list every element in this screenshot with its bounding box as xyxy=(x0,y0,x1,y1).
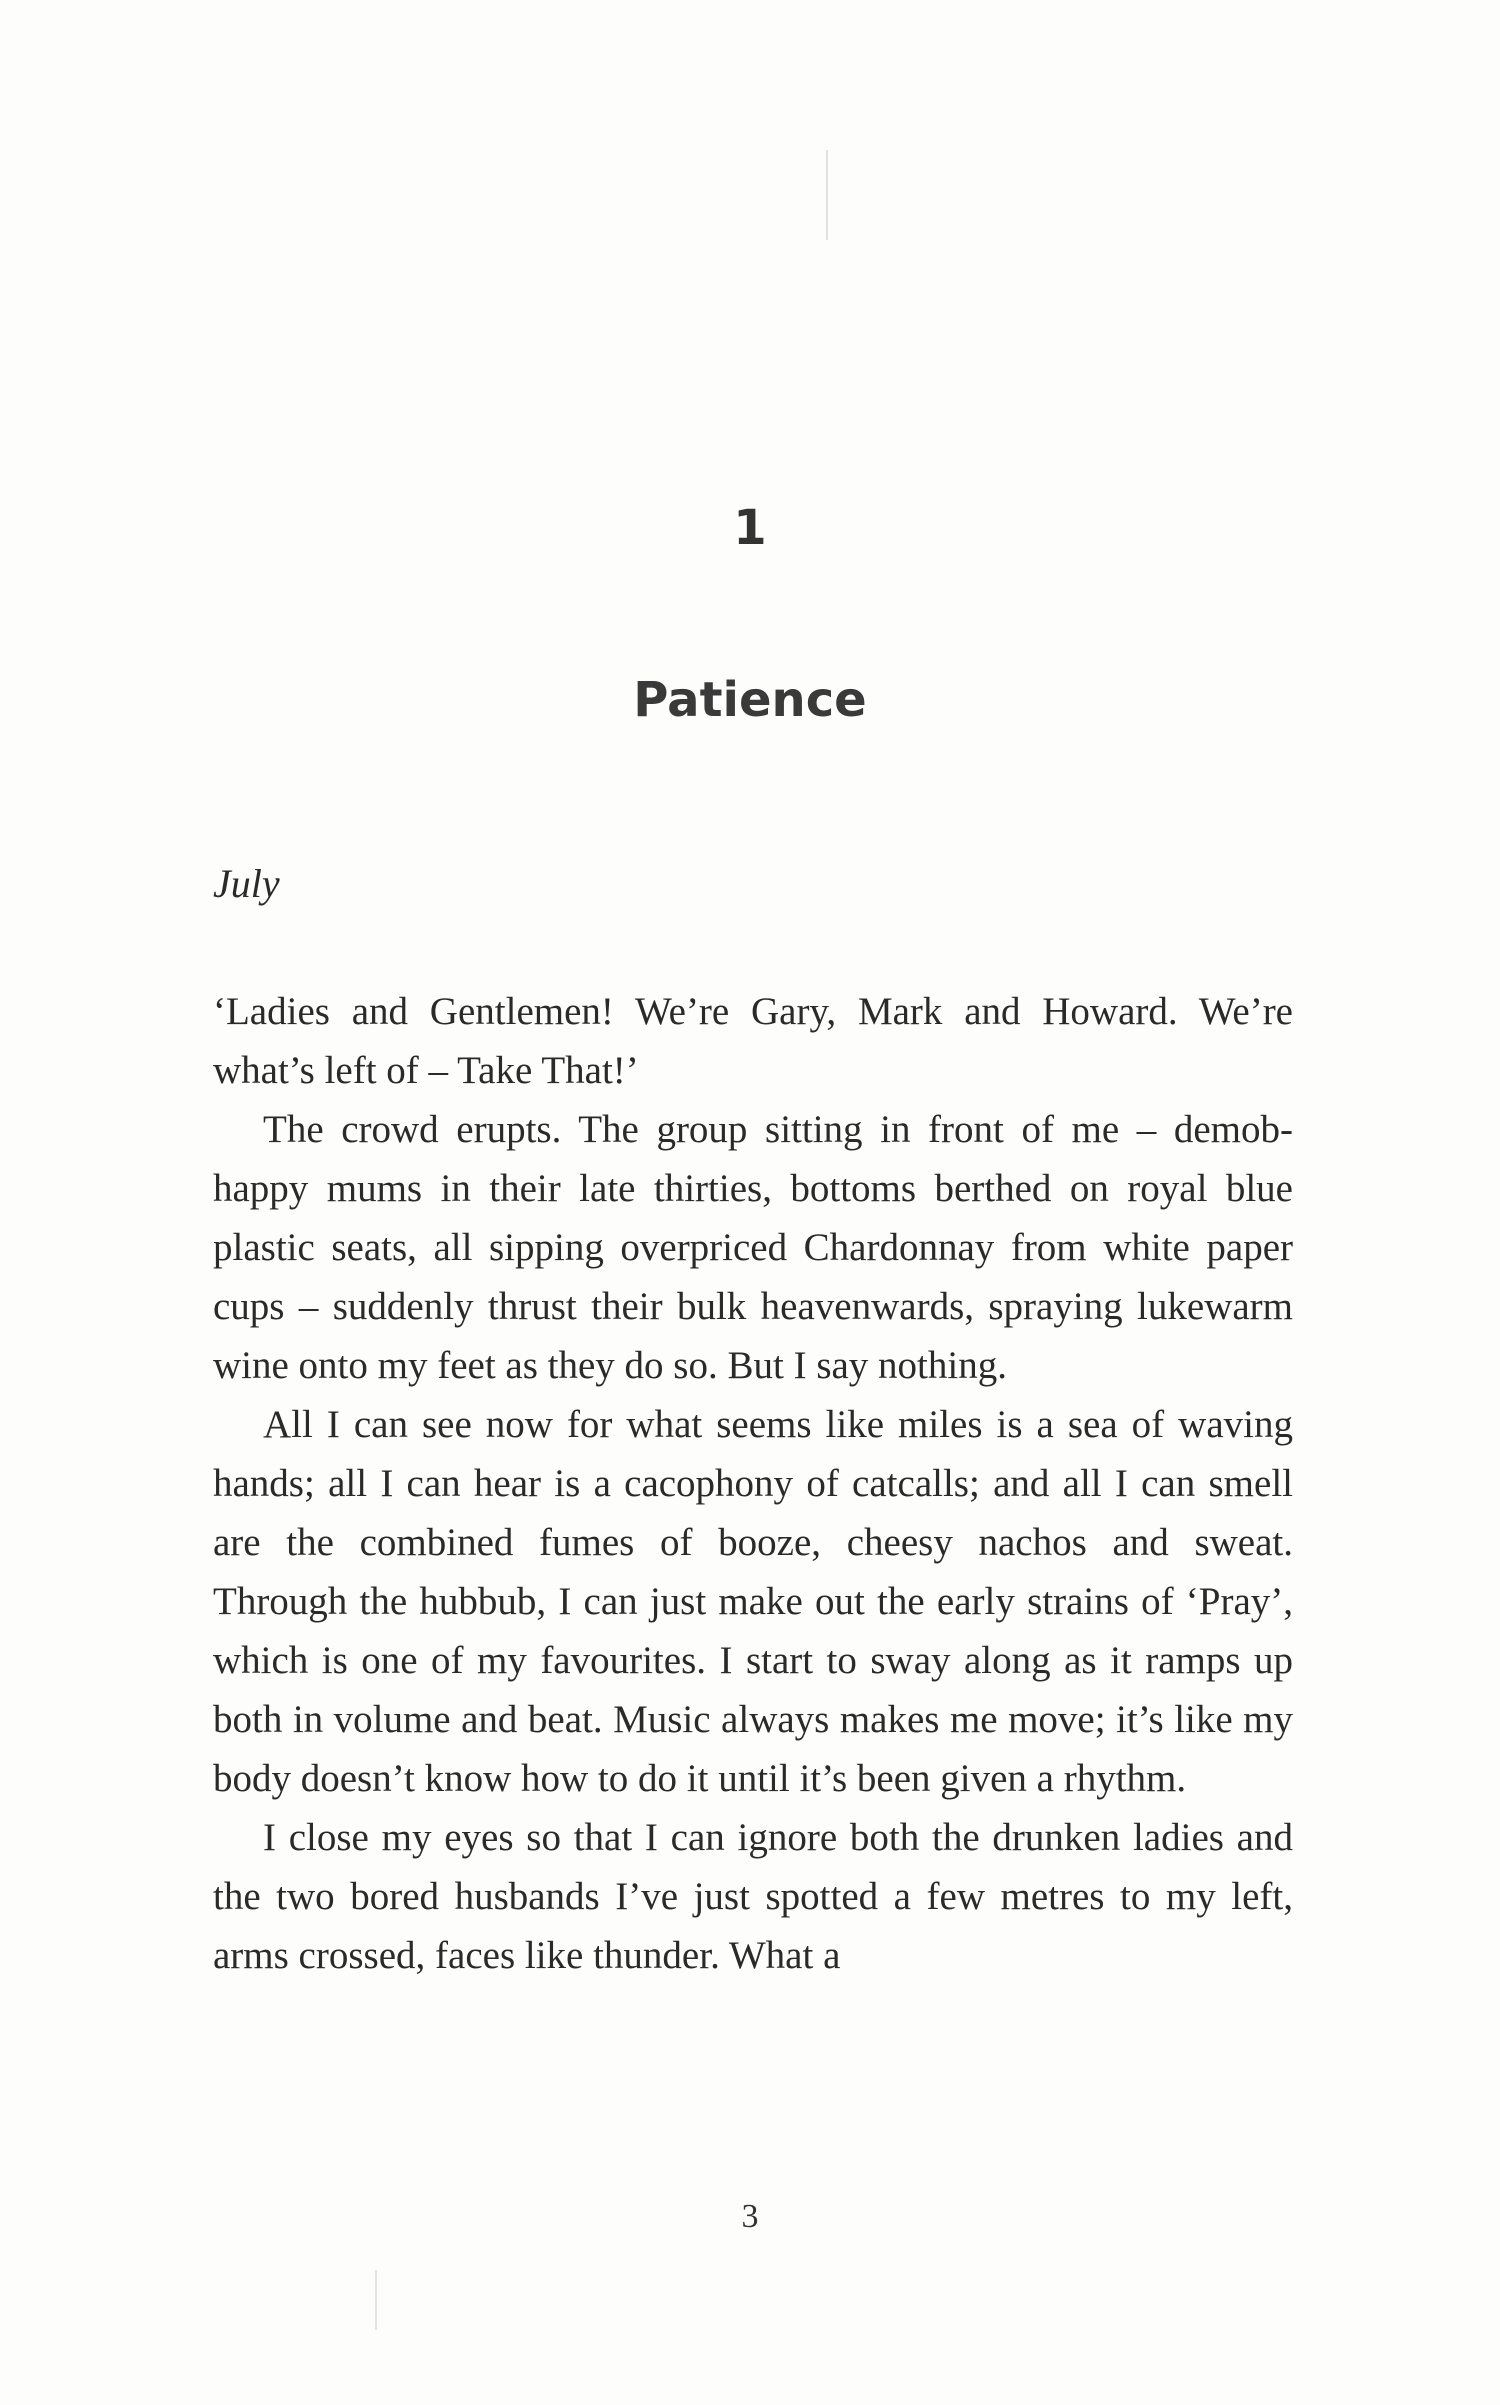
paragraph: The crowd erupts. The group sitting in front of me – demob-happy mums in their late thirties, bottoms berthed on royal blue plastic seats, all sipping overpriced Chardonnay from white paper cups – suddenly thrust their bulk heavenwards, spraying lukewarm wine onto my feet as they do so. But I say nothing. xyxy=(213,1108,1293,1387)
scan-artifact-mark xyxy=(826,150,828,240)
page-number: 3 xyxy=(741,2198,759,2235)
scan-artifact-mark xyxy=(375,2270,377,2330)
chapter-number: 1 xyxy=(733,500,767,556)
paragraph: I close my eyes so that I can ignore both the drunken ladies and the two bored husbands I’ve just spotted a few metres to my left, arms crossed, faces like thunder. What a xyxy=(213,1816,1293,1977)
section-label: July xyxy=(213,861,280,906)
body-text xyxy=(213,982,1293,1985)
paragraph: All I can see now for what seems like miles is a sea of waving hands; all I can hear is a cacophony of catcalls; and all I can smell are the combined fumes of booze, cheesy nachos and sweat. Through the hubbub, I can just make out the early strains of ‘Pray’, which is one of my favourites. I start to sway along as it ramps up both in volume and beat. Music always makes me move; it’s like my body doesn’t know how to do it until it’s been given a rhythm. xyxy=(213,1403,1293,1800)
chapter-title: Patience xyxy=(633,672,867,728)
paragraph: ‘Ladies and Gentlemen! We’re Gary, Mark and Howard. We’re what’s left of – Take That!’ xyxy=(213,990,1293,1092)
